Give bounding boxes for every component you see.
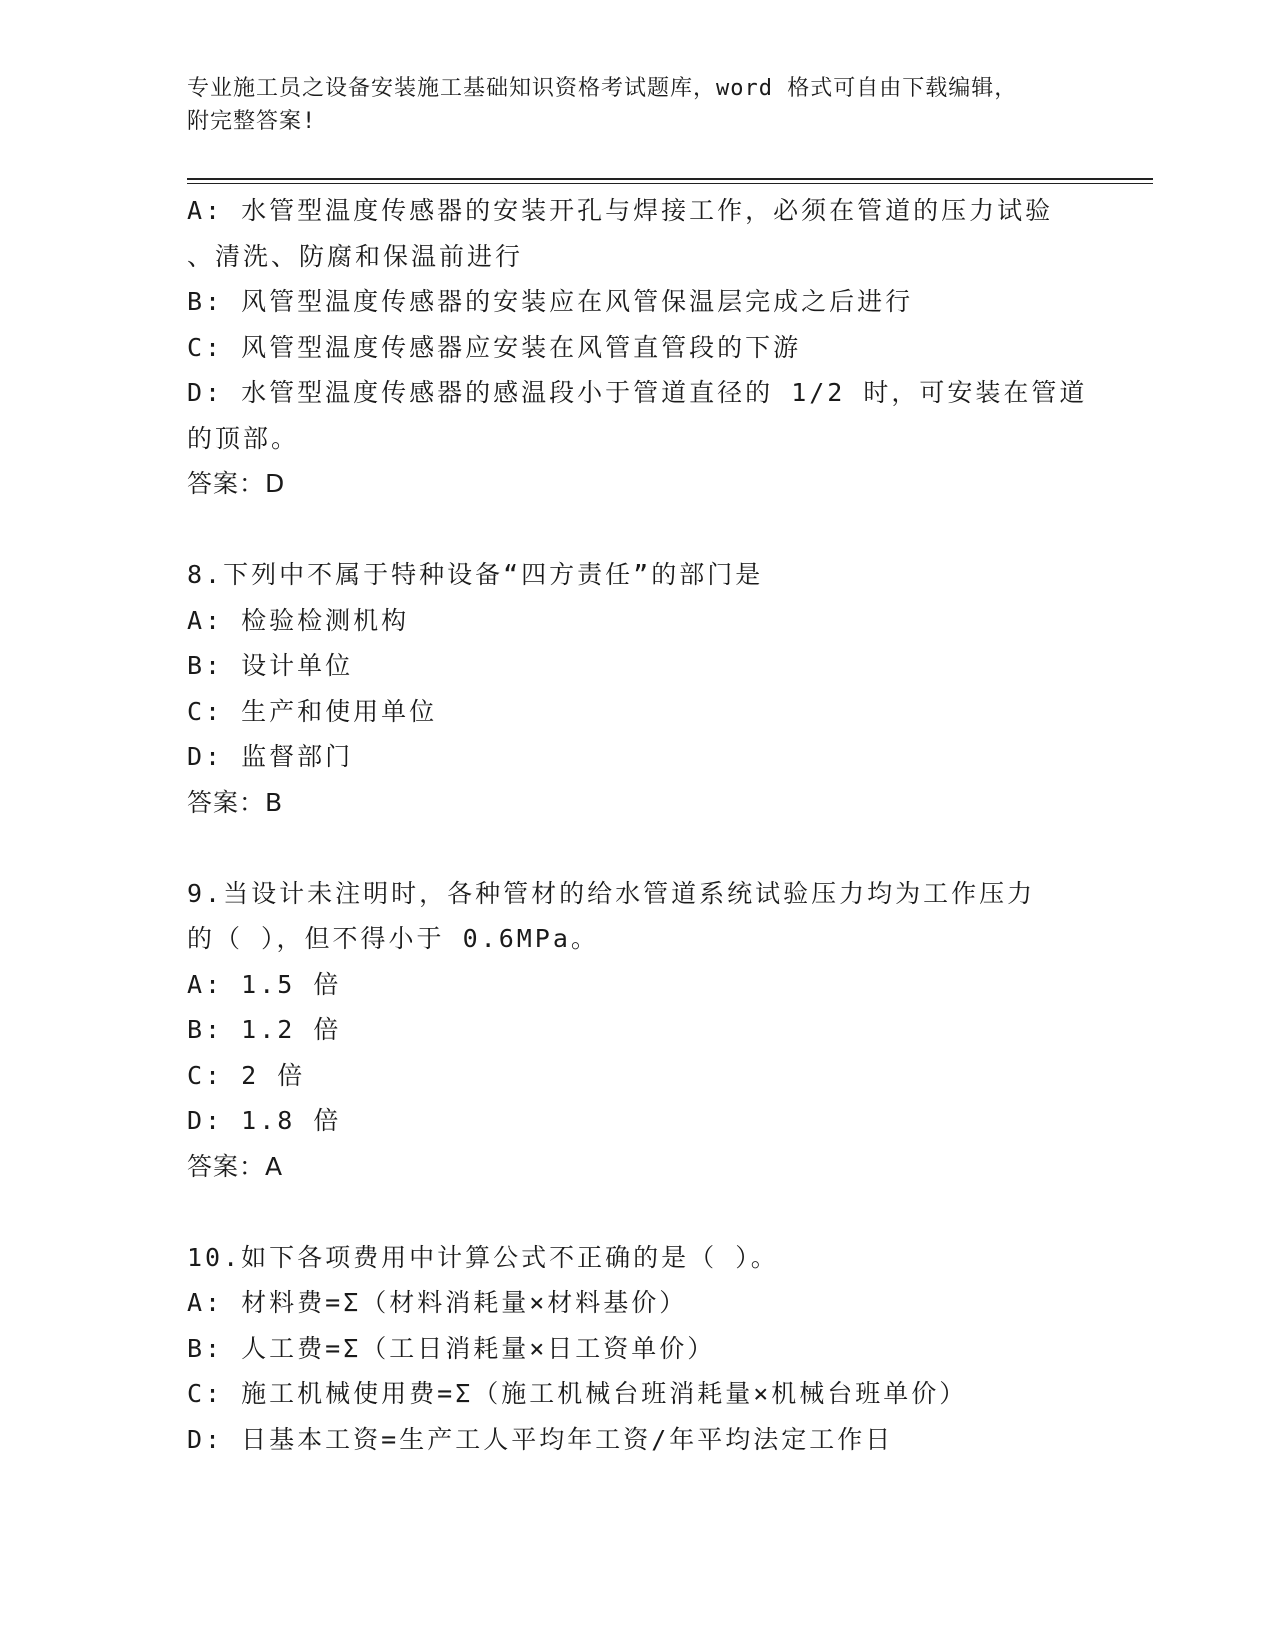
question-9: [187, 871, 1087, 1190]
option-d-line-2: 的顶部。: [187, 423, 300, 453]
answer: 答案：A: [187, 1151, 284, 1181]
document-header: [187, 72, 1087, 138]
option-a-line-2: 、清洗、防腐和保温前进行: [187, 241, 524, 271]
option-d-line-1: D: 水管型温度传感器的感温段小于管道直径的 1/2 时，可安装在管道: [187, 378, 1088, 407]
answer: 答案：D: [187, 469, 286, 498]
spacer: [187, 507, 1087, 553]
option-d: D: 1.8 倍: [187, 1106, 342, 1135]
question-text: 10.如下各项费用中计算公式不正确的是（ ）。: [187, 1242, 779, 1272]
question-text: 8.下列中不属于特种设备“四方责任”的部门是: [187, 560, 764, 589]
option-d: D: 监督部门: [187, 742, 354, 771]
option-c: C: 2 倍: [187, 1060, 306, 1090]
option-a: A: 1.5 倍: [187, 969, 342, 999]
option-a: A: 材料费=Σ（材料消耗量×材料基价）: [187, 1288, 688, 1317]
spacer: [187, 825, 1087, 871]
option-c: C: 风管型温度传感器应安装在风管直管段的下游: [187, 332, 802, 362]
option-c: C: 生产和使用单位: [187, 696, 438, 726]
spacer: [187, 1189, 1087, 1235]
question-text-line-1: 9.当设计未注明时，各种管材的给水管道系统试验压力均为工作压力: [187, 878, 1036, 908]
option-d: D: 日基本工资=生产工人平均年工资/年平均法定工作日: [187, 1424, 894, 1454]
answer: 答案：B: [187, 787, 284, 817]
option-c: C: 施工机械使用费=Σ（施工机械台班消耗量×机械台班单价）: [187, 1379, 968, 1408]
question-7: [187, 188, 1087, 507]
question-text-line-2: 的（ ），但不得小于 0.6MPa。: [187, 924, 599, 953]
header-line-2: 附完整答案!: [187, 109, 317, 134]
question-8: [187, 552, 1087, 825]
option-a-line-1: A: 水管型温度传感器的安装开孔与焊接工作，必须在管道的压力试验: [187, 196, 1054, 225]
option-b: B: 1.2 倍: [187, 1015, 342, 1044]
option-a: A: 检验检测机构: [187, 605, 410, 635]
header-line-1: 专业施工员之设备安装施工基础知识资格考试题库，word 格式可自由下载编辑，: [187, 76, 1018, 101]
option-b: B: 风管型温度传感器的安装应在风管保温层完成之后进行: [187, 287, 914, 316]
option-b: B: 人工费=Σ（工日消耗量×日工资单价）: [187, 1333, 716, 1363]
question-list: [187, 188, 1087, 1462]
option-b: B: 设计单位: [187, 651, 354, 680]
header-divider-thin: [187, 183, 1153, 184]
question-10: [187, 1235, 1087, 1463]
header-divider-thick: [187, 178, 1153, 180]
